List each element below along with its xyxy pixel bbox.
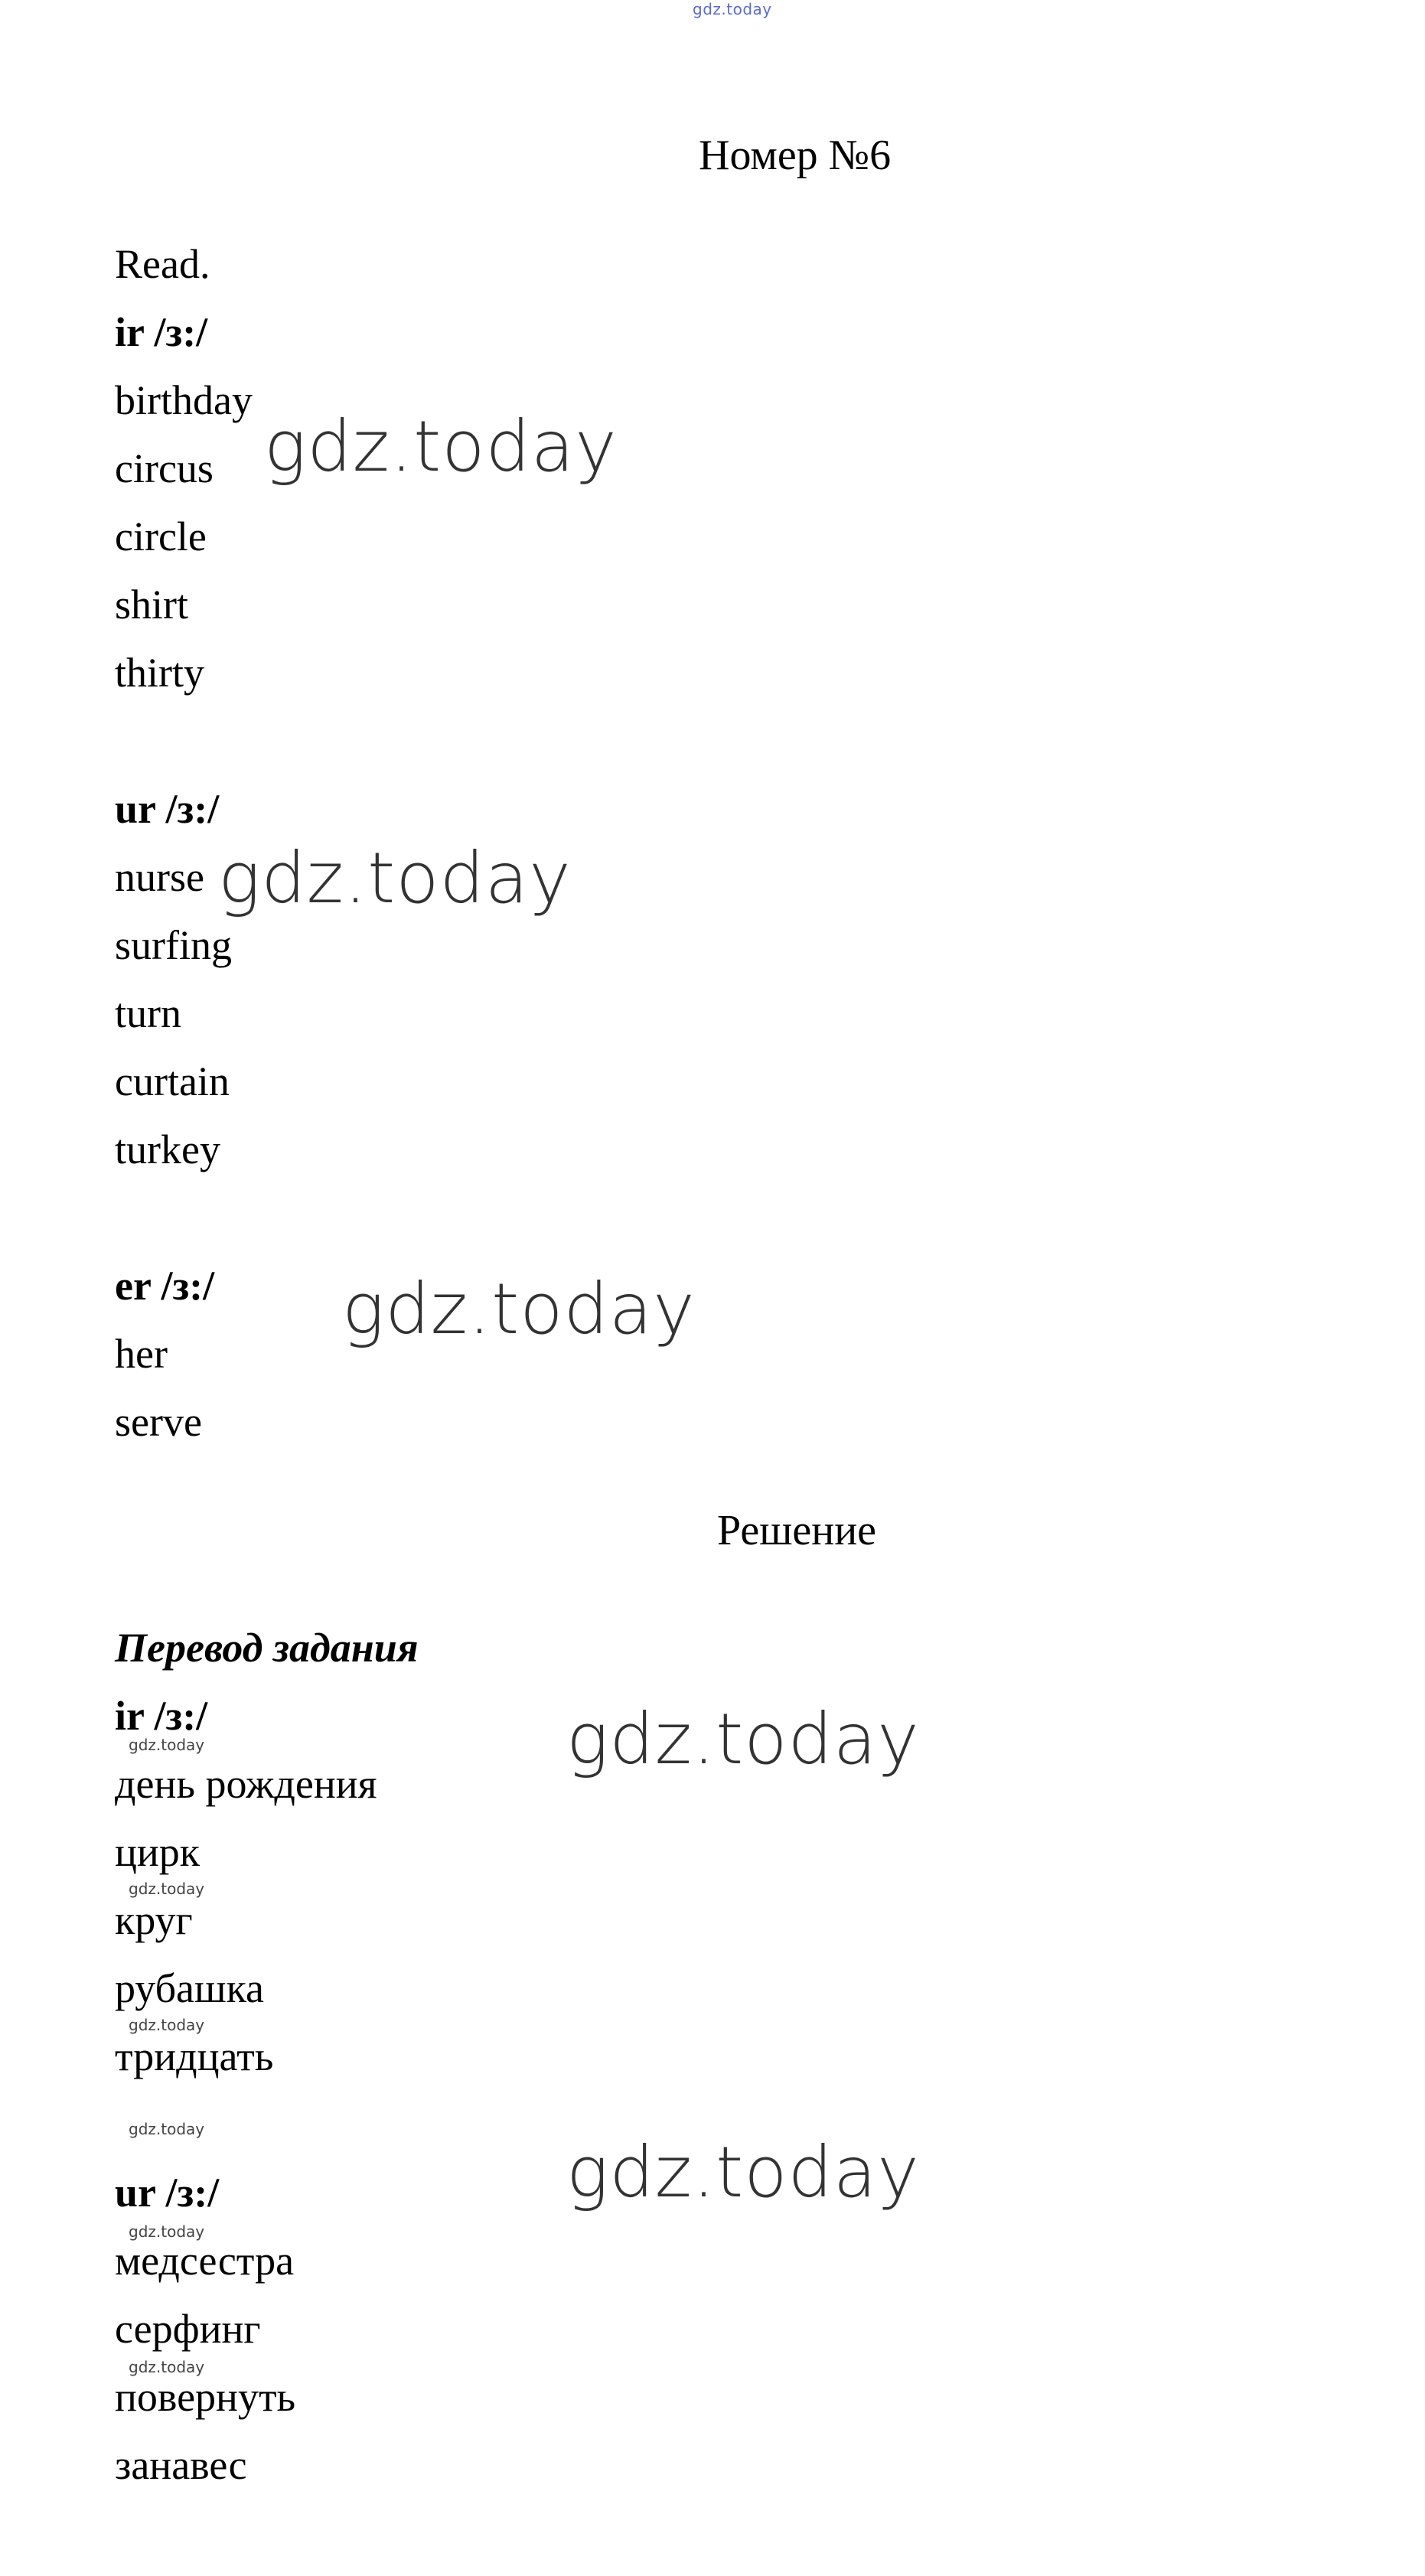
translation-heading-ir: ir /з:/ bbox=[115, 1693, 208, 1739]
translation-item: тридцать bbox=[115, 2033, 274, 2079]
watermark-large: gdz.today bbox=[264, 406, 618, 487]
watermark-small: gdz.today bbox=[129, 2120, 205, 2138]
watermark-small: gdz.today bbox=[129, 1880, 205, 1898]
translation-item: повернуть bbox=[115, 2374, 296, 2420]
word-item: birthday bbox=[115, 377, 253, 423]
solution-title: Решение bbox=[717, 1507, 877, 1554]
watermark-small: gdz.today bbox=[129, 1736, 205, 1754]
translation-item: цирк bbox=[115, 1829, 201, 1875]
word-item: turn bbox=[115, 990, 181, 1036]
word-item: circus bbox=[115, 445, 214, 491]
translation-item: круг bbox=[115, 1897, 193, 1943]
word-item: thirty bbox=[115, 650, 204, 696]
watermark-large: gdz.today bbox=[342, 1268, 696, 1350]
watermark-small: gdz.today bbox=[129, 2016, 205, 2034]
watermark-small: gdz.today bbox=[129, 2222, 205, 2241]
translation-item: день рождения bbox=[115, 1761, 377, 1807]
word-item: her bbox=[115, 1331, 168, 1377]
watermark-small: gdz.today bbox=[129, 2358, 205, 2376]
watermark-large: gdz.today bbox=[218, 837, 572, 919]
translation-item: рубашка bbox=[115, 1965, 264, 2011]
watermark-large: gdz.today bbox=[566, 2131, 920, 2213]
word-item: turkey bbox=[115, 1127, 220, 1172]
instruction-text: Read. bbox=[115, 241, 210, 287]
group-heading-er: er /з:/ bbox=[115, 1263, 215, 1309]
translation-item: медсестра bbox=[115, 2238, 295, 2284]
group-heading-ur: ur /з:/ bbox=[115, 786, 220, 832]
translation-heading-ur: ur /з:/ bbox=[115, 2170, 220, 2216]
watermark-large: gdz.today bbox=[566, 1698, 920, 1780]
translation-item: занавес bbox=[115, 2442, 247, 2488]
translation-item: серфинг bbox=[115, 2306, 261, 2352]
top-watermark: gdz.today bbox=[693, 0, 772, 18]
word-item: nurse bbox=[115, 854, 204, 900]
word-item: shirt bbox=[115, 582, 189, 628]
word-item: serve bbox=[115, 1399, 202, 1445]
translation-heading: Перевод задания bbox=[115, 1625, 419, 1671]
word-item: surfing bbox=[115, 922, 232, 968]
page-title: Номер №6 bbox=[699, 132, 892, 179]
group-heading-ir: ir /з:/ bbox=[115, 309, 208, 355]
word-item: curtain bbox=[115, 1058, 230, 1104]
word-item: circle bbox=[115, 514, 207, 559]
